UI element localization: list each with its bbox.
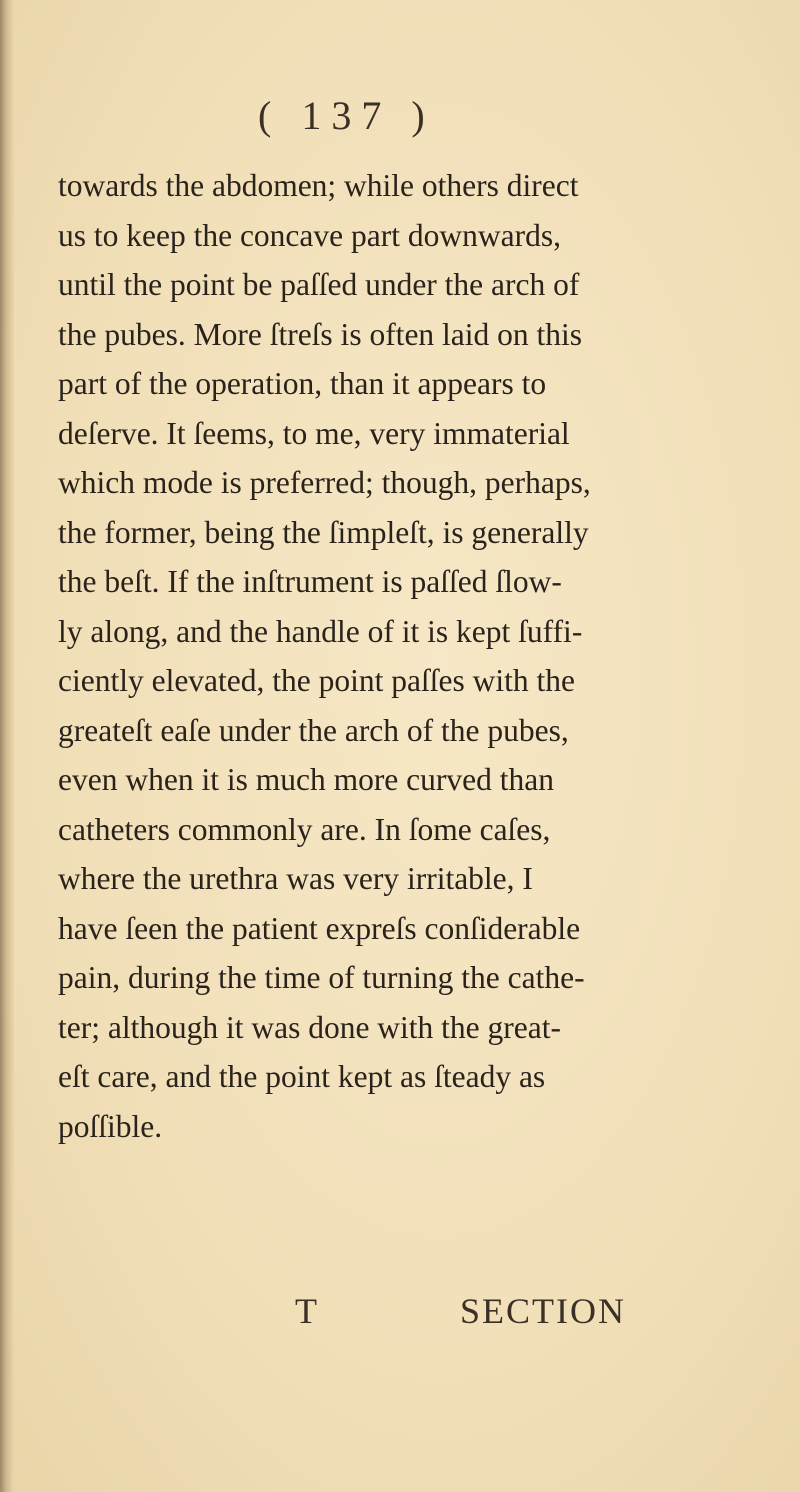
text-line: which mode is preferred; though, perhaps,	[58, 465, 591, 500]
text-line: even when it is much more curved than	[58, 762, 554, 797]
text-line: catheters commonly are. In ſome caſes,	[58, 811, 551, 847]
text-line: greateſt eaſe under the arch of the pubes,	[58, 712, 569, 748]
page-footer	[0, 1290, 800, 1340]
catchword: SECTION	[460, 1291, 626, 1331]
text-line: poſſible.	[58, 1108, 163, 1144]
page-number: ( 137 )	[258, 93, 435, 138]
text-line: until the point be paſſed under the arch of	[58, 267, 580, 302]
text-line: ly along, and the handle of it is kept ſuffi-	[58, 613, 583, 649]
signature-mark: T	[295, 1291, 317, 1331]
text-line: eſt care, and the point kept as ſteady as	[58, 1059, 546, 1094]
page-binding-edge	[0, 0, 14, 1492]
text-line: pain, during the time of turning the cathe-	[58, 960, 585, 995]
text-line: the pubes. More ſtreſs is often laid on this	[58, 316, 583, 352]
text-line: the former, being the ſimpleſt, is generally	[58, 514, 589, 550]
text-line: ciently elevated, the point paſſes with the	[58, 663, 575, 698]
text-line: towards the abdomen; while others direct	[58, 168, 579, 203]
text-line: where the urethra was very irritable, I	[58, 861, 533, 896]
text-line: the beſt. If the inſtrument is paſſed ſlow-	[58, 564, 562, 599]
text-line: ter; although it was done with the great-	[58, 1009, 561, 1045]
body-text	[58, 161, 778, 1151]
text-line: us to keep the concave part downwards,	[58, 217, 561, 253]
text-line: have ſeen the patient expreſs conſiderable	[58, 910, 581, 946]
text-line: part of the operation, than it appears to	[58, 366, 547, 401]
text-line: deſerve. It ſeems, to me, very immaterial	[58, 415, 570, 451]
